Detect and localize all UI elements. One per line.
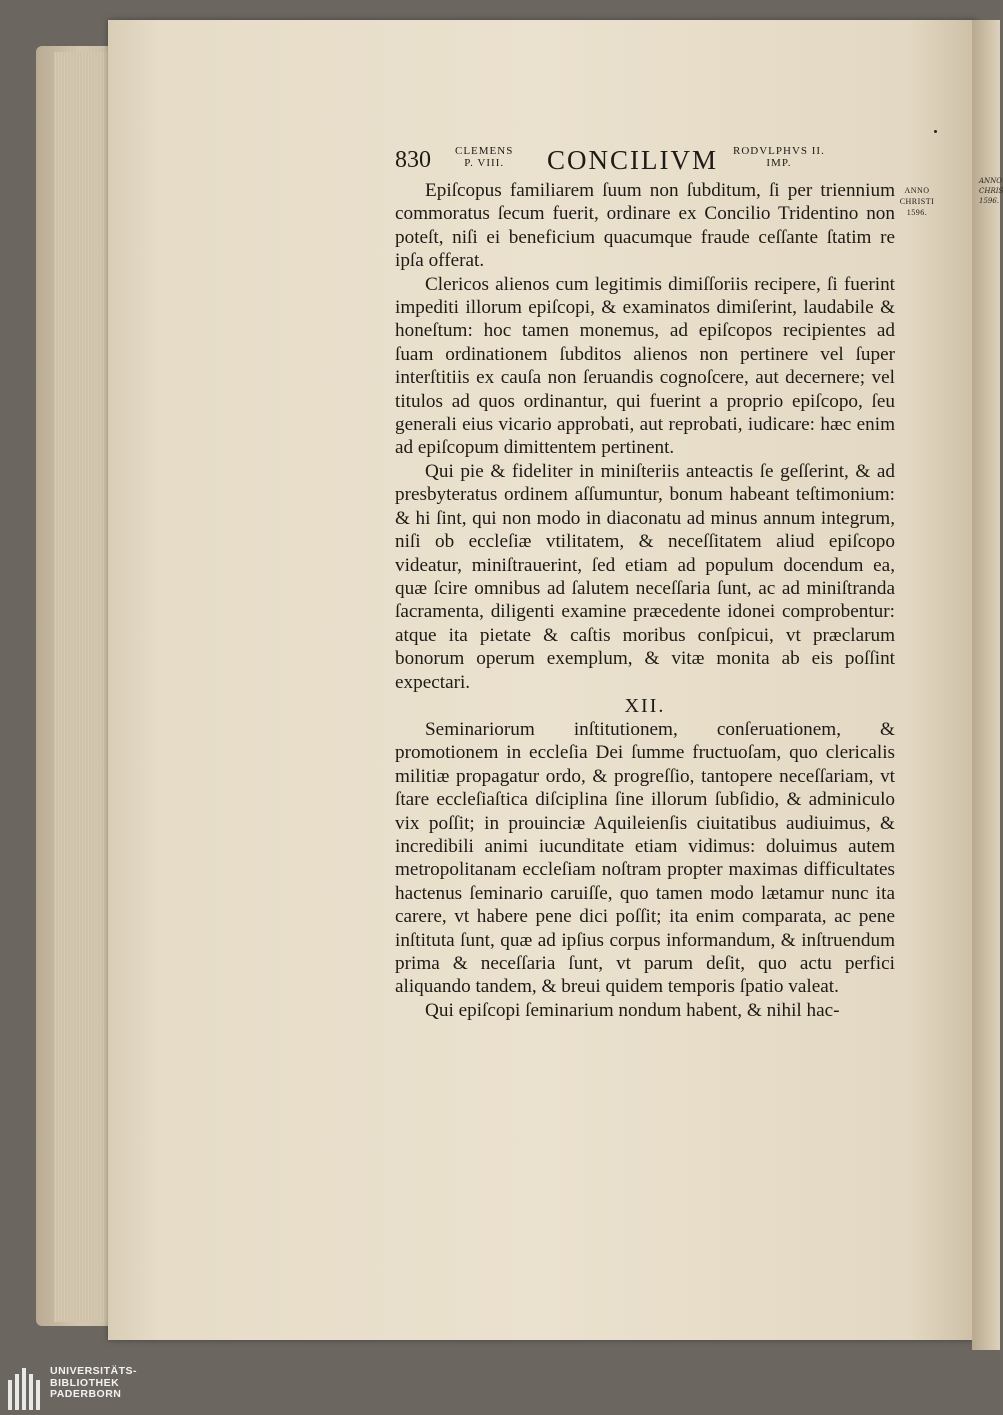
header-pope [455, 145, 513, 169]
running-header [395, 145, 895, 179]
margin-note-line: 1596. [906, 208, 928, 217]
ink-dot [934, 130, 937, 133]
facing-page-edge [972, 20, 1003, 1350]
header-emperor-title: IMP. [766, 157, 792, 169]
paragraph: Epiſcopus familiarem ſuum non ſubditum, ſi per triennium commoratus ſecum fuerit, ordinare ex Concilio Tridentino non poteſt, niſi ei beneficium quacumque fraude ceſſante ſtatim re ipſa offerat. [395, 180, 895, 272]
facing-page-margin-note [979, 176, 1003, 206]
paragraph: Clericos alienos cum legitimis dimiſſoriis recipere, ſi fuerint impediti illorum epiſcopi, & examinatos dimiſerint, laudabile & honeſtum: hoc tamen monemus, ad epiſcopos recipientes ad ſuam ordinationem ſubditos alienos non pertinere vel ſuper interſtitiis ex cauſa non ſeruandis cognoſcere, aut decernere; vel titulos ad quos ordinantur, qui fuerint a proprio epiſcopo, ſeu generali eius vicario approbati, aut reprobati, iudicare: hæc enim ad epiſcopum dimittentem pertinent. [395, 273, 895, 459]
viewer-footer [0, 1365, 1000, 1415]
library-logo-icon [8, 1366, 42, 1410]
logo-line: UNIVERSITÄTS- [50, 1365, 138, 1377]
header-emperor [733, 145, 825, 169]
logo-line: BIBLIOTHEK [50, 1376, 120, 1389]
facing-margin-line: 1596. [979, 197, 1000, 205]
margin-note-line: ANNO [904, 186, 930, 195]
page-text [395, 145, 895, 1022]
logo-line: PADERBORN [50, 1388, 122, 1400]
section-heading: XII. [624, 694, 666, 717]
paragraph: Qui pie & fideliter in miniſteriis anteactis ſe geſſerint, & ad presbyteratus ordinem aſſumuntur, bonum habeant teſtimonium: & hi ſint, qui non modo in diaconatu ad minus annum integrum, niſi ob eccleſiæ vtilitatem, & neceſſitatem aliud epiſcopo videatur, miniſtrauerint, ſed etiam ad populum docendum ea, quæ ſcire omnibus ad ſalutem neceſſaria ſunt, ac ad miniſtranda ſacramenta, diligenti examine præcedente idonei comprobentur: atque ita pietate & caſtis moribus conſpicui, vt præclarum bonorum operum exemplum, & vitæ monita ab eis poſſint expectari. [395, 460, 895, 693]
paragraph: Qui epiſcopi ſeminarium nondum habent, & nihil hac- [425, 999, 840, 1021]
header-pope-title: P. VIII. [464, 157, 505, 169]
facing-margin-line: CHRIS [979, 187, 1003, 195]
page-stack [54, 52, 114, 1322]
page-number: 830 [395, 147, 431, 173]
paragraph: Seminariorum inſtitutionem, conſeruationem, & promotionem in eccleſia Dei ſumme fructuoſam, quo clericalis militiæ propagatur ordo, & progreſſio, tantopere neceſſariam, vt ſtare eccleſiaſtica diſciplina ſine illorum ſubſidio, & adminiculo vix poſſit; in prouinciæ Aquileienſis ciuitatibus audiuimus, & incredibili animi iucunditate etiam vidimus: doluimus autem metropolitanam eccleſiam noſtram propter maximas difficultates hactenus ſeminario caruiſſe, quo tamen modo lætamur nunc ita carere, vt habere pene dici poſſit; ita enim comparata, ac pene inſtituta ſunt, quæ ad ipſius corpus informandum, & inſtruendum prima & neceſſaria ſunt, vt parum deſit, quo actu perfici aliquando tandem, & breui quidem temporis ſpatio valeat. [395, 718, 895, 998]
header-pope-name: CLEMENS [455, 145, 514, 157]
header-emperor-name: RODVLPHVS II. [733, 145, 825, 157]
library-logo-text [50, 1366, 137, 1401]
margin-note-year [893, 185, 941, 218]
margin-note-line: CHRISTI [899, 197, 935, 206]
header-title: CONCILIVM [547, 145, 718, 175]
facing-margin-line: ANNO [979, 177, 1003, 185]
